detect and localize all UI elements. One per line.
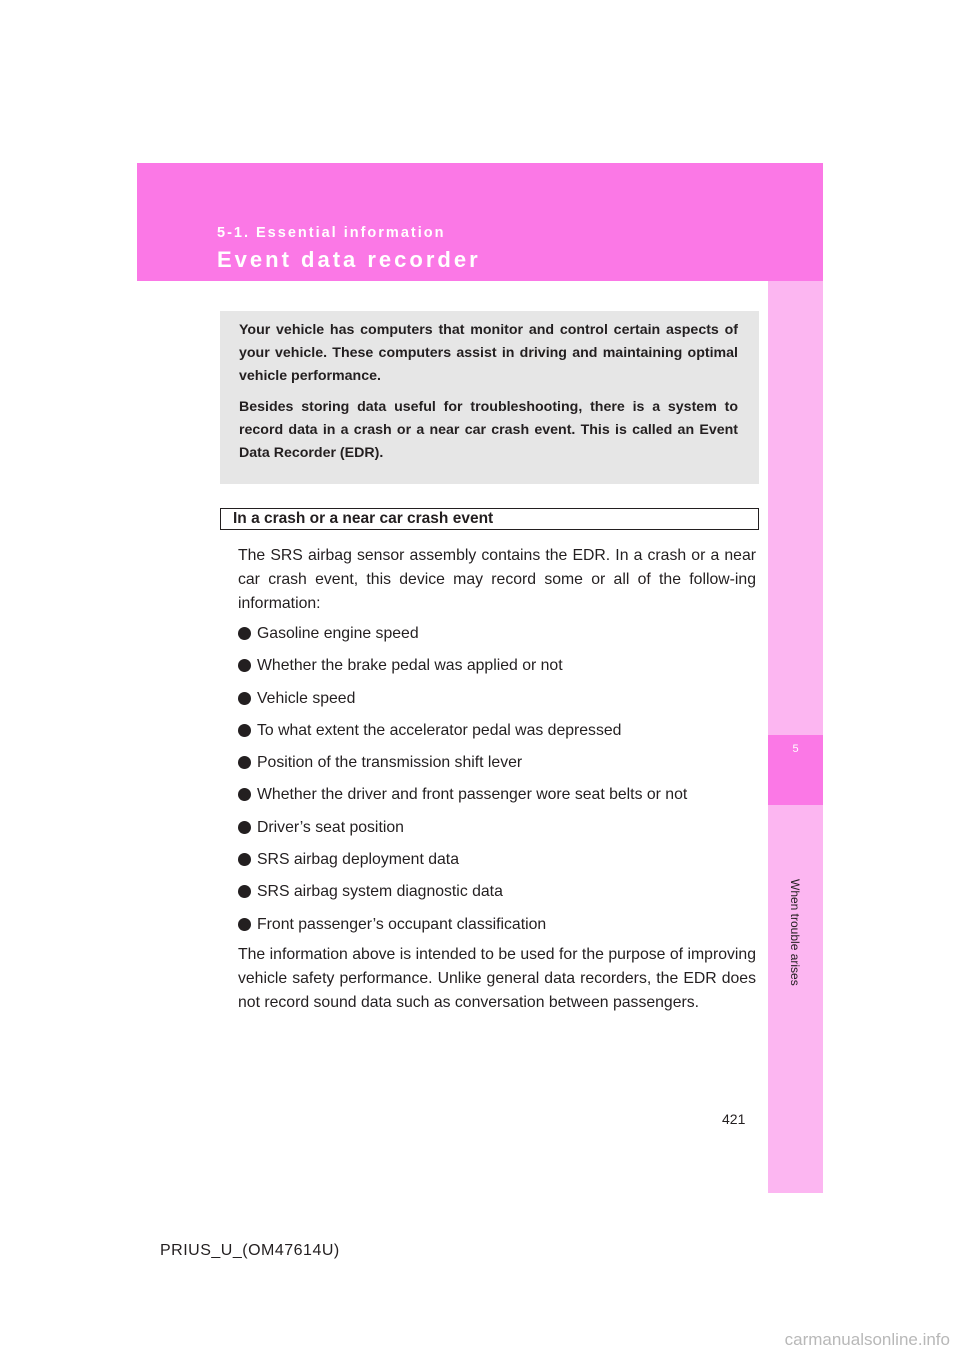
- bullet-icon: [238, 724, 251, 737]
- list-item-text: SRS airbag deployment data: [257, 851, 459, 869]
- bullet-icon: [238, 659, 251, 672]
- page-number: 421: [722, 1111, 746, 1127]
- bullet-icon: [238, 788, 251, 801]
- list-item: [238, 751, 756, 783]
- bullet-icon: [238, 853, 251, 866]
- list-item-text: SRS airbag system diagnostic data: [257, 883, 503, 901]
- intro-box: [220, 311, 759, 484]
- list-item: [238, 848, 756, 880]
- list-item-text: Whether the driver and front passenger wore seat belts or not: [257, 786, 688, 804]
- section-heading: In a crash or a near car crash event: [220, 508, 759, 530]
- section-closing: The information above is intended to be used for the purpose of improving vehicle safety performance. Unlike general data recorders, the EDR does not record sound data such as conversation between passengers.: [238, 946, 756, 1011]
- list-item: [238, 719, 756, 751]
- bullet-icon: [238, 692, 251, 705]
- chapter-tab: [768, 735, 823, 805]
- list-item: [238, 816, 756, 848]
- bullet-icon: [238, 821, 251, 834]
- chapter-number: 5: [792, 743, 799, 755]
- list-item: [238, 654, 756, 686]
- bullet-icon: [238, 885, 251, 898]
- list-item: [238, 622, 756, 654]
- section-label: 5-1. Essential information: [217, 225, 446, 241]
- footer-code: PRIUS_U_(OM47614U): [160, 1242, 340, 1259]
- bullet-icon: [238, 918, 251, 931]
- list-item-text: Gasoline engine speed: [257, 625, 419, 642]
- bullet-icon: [238, 627, 251, 640]
- list-item: [238, 687, 756, 719]
- list-item: [238, 880, 756, 912]
- list-item-text: Whether the brake pedal was applied or not: [257, 657, 563, 675]
- list-item: [238, 783, 756, 815]
- page-title: Event data recorder: [217, 247, 481, 272]
- list-item-text: Driver’s seat position: [257, 818, 404, 836]
- chapter-title: When trouble arises: [788, 879, 802, 986]
- watermark: carmanualsonline.info: [784, 1330, 950, 1349]
- section-lead: The SRS airbag sensor assembly contains the EDR. In a crash or a near car crash event, this device may record some or all of the follow-ing information:: [238, 547, 756, 612]
- chapter-side-strip: [768, 281, 823, 1193]
- intro-paragraph: Besides storing data useful for troubleshooting, there is a system to record data in a crash or a near car crash event. This is called an Event Data Recorder (EDR).: [239, 399, 738, 461]
- list-item-text: Front passenger’s occupant classification: [257, 915, 547, 933]
- list-item-text: Position of the transmission shift lever: [257, 754, 523, 772]
- recorded-info-list: [238, 622, 756, 945]
- list-item-text: To what extent the accelerator pedal was depressed: [257, 721, 622, 739]
- list-item: [238, 913, 756, 945]
- list-item-text: Vehicle speed: [257, 689, 356, 707]
- page-header: [137, 163, 823, 281]
- bullet-icon: [238, 756, 251, 769]
- intro-paragraph: Your vehicle has computers that monitor and control certain aspects of your vehicle. These computers assist in driving and maintaining optimal vehicle performance.: [239, 322, 738, 384]
